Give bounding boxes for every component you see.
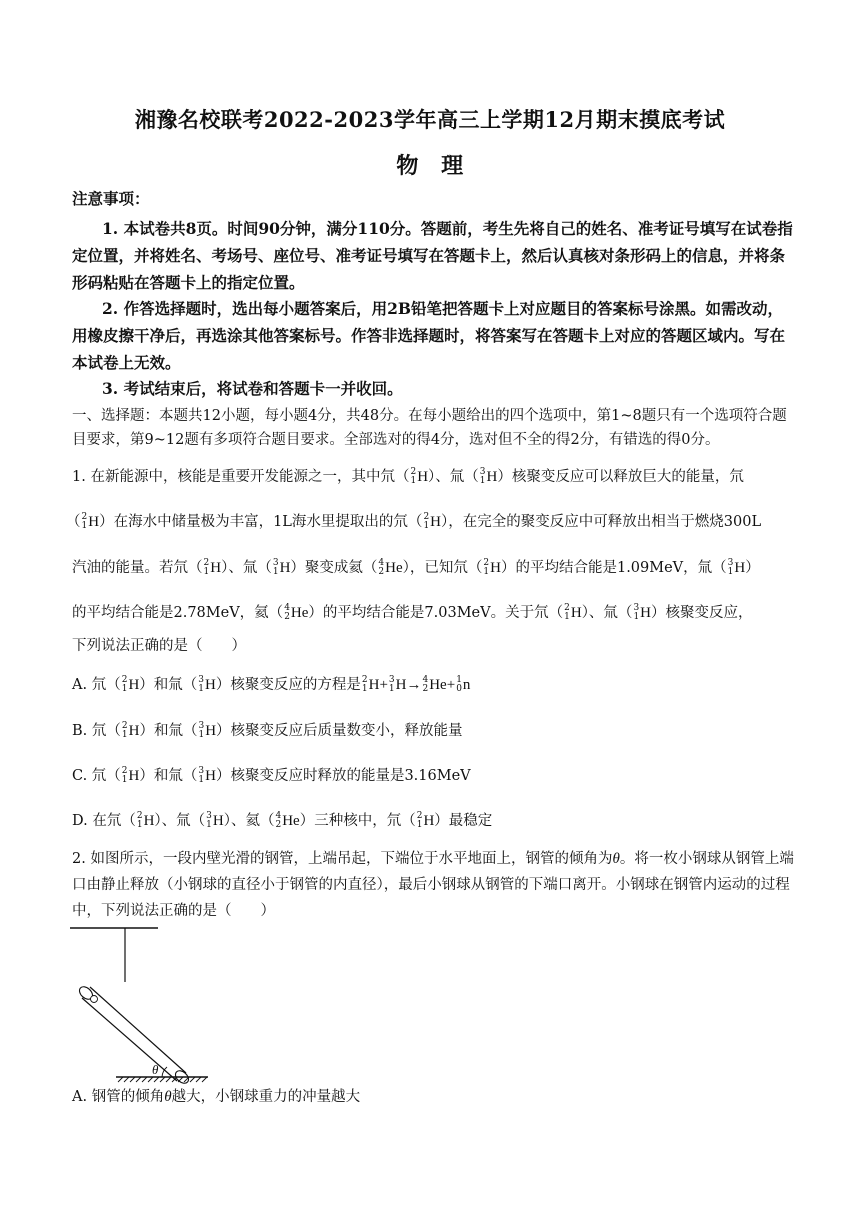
q2-figure-steel-pipe bbox=[66, 924, 216, 1084]
subject-title: 物 理 bbox=[396, 153, 464, 179]
q1-option-d: D. 在氘（ 2 1 H）、氚（ 3 1 H）、氦（ 4 2 He）三种核中，氘（ 2 1 H）最稳定 bbox=[72, 811, 493, 830]
q1-line-2: （ 2 1 H）在海水中储量极为丰富，1L海水里提取出的氘（ 2 1 H），在完全的聚变反应中可释放出相当于燃烧300L bbox=[66, 512, 762, 531]
notes-item-3: 3. 考试结束后，将试卷和答题卡一并收回。 bbox=[102, 379, 403, 398]
pipe-edge-top bbox=[90, 987, 186, 1073]
q1-line-3: 汽油的能量。若氘（ 2 1 H）、氚（ 3 1 H）聚变成氦（ 4 2 He），已知氘（ 2 1 H）的平均结合能是1.09MeV，氚（ 3 1 H） bbox=[72, 558, 760, 577]
q1-line-4: 的平均结合能是2.78MeV，氦（ 4 2 He）的平均结合能是7.03MeV。关于氘（ 2 1 H）、氚（ 3 1 H）核聚变反应， bbox=[72, 603, 753, 622]
angle-theta-label: θ bbox=[152, 1062, 159, 1077]
pipe-bottom-opening bbox=[173, 1068, 191, 1084]
q2-option-a: A. 钢管的倾角θ越大，小钢球重力的冲量越大 bbox=[72, 1089, 361, 1105]
q1-option-c: C. 氘（ 2 1 H）和氚（ 3 1 H）核聚变反应时释放的能量是3.16MeV bbox=[72, 766, 471, 785]
notes-item-1: 1. 本试卷共8页。时间90分钟，满分110分。答题前，考生先将自己的姓名、准考证号填写在试卷指定位置，并将姓名、考场号、座位号、准考证号填写在答题卡上，然后认真核对条形码上的信息，并将条形码粘贴在答题卡上的指定位置。 bbox=[72, 219, 793, 292]
pipe-edge-bottom bbox=[82, 998, 177, 1081]
section-intro: 一、选择题：本题共12小题，每小题4分，共48分。在每小题给出的四个选项中，第1~8题只有一个选项符合题目要求，第9~12题有多项符合题目要求。全部选对的得4分，选对但不全的得2分，有错选的得0分。 bbox=[72, 408, 787, 448]
q2-stem: 2. 如图所示，一段内壁光滑的钢管，上端吊起，下端位于水平地面上，钢管的倾角为θ。将一枚小钢球从钢管上端口由静止释放（小钢球的直径小于钢管的内直径），最后小钢球从钢管的下端口离开。小钢球在钢管内运动的过程中，下列说法正确的是（ ） bbox=[72, 851, 794, 919]
q1-line-5: 下列说法正确的是（ ） bbox=[72, 638, 246, 654]
steel-ball bbox=[91, 996, 98, 1003]
q1-option-b: B. 氘（ 2 1 H）和氚（ 3 1 H）核聚变反应后质量数变小，释放能量 bbox=[72, 721, 463, 740]
notes-heading: 注意事项： bbox=[72, 189, 150, 208]
q1-option-a: A. 氘（ 2 1 H）和氚（ 3 1 H）核聚变反应的方程是 2 1 H+ 3 1 H→ 4 2 He+ 1 0 n bbox=[72, 675, 471, 694]
notes-item-2: 2. 作答选择题时，选出每小题答案后，用2B铅笔把答题卡上对应题目的答案标号涂黑。如需改动，用橡皮擦干净后，再选涂其他答案标号。作答非选择题时，将答案写在答题卡上对应的答题区域内。写在本试卷上无效。 bbox=[72, 299, 786, 372]
exam-title: 湘豫名校联考2022-2023学年高三上学期12月期末摸底考试 bbox=[134, 107, 726, 132]
q1-line-1: 1. 在新能源中，核能是重要开发能源之一，其中氘（ 2 1 H）、氚（ 3 1 H）核聚变反应可以释放巨大的能量，氘 bbox=[72, 467, 744, 486]
